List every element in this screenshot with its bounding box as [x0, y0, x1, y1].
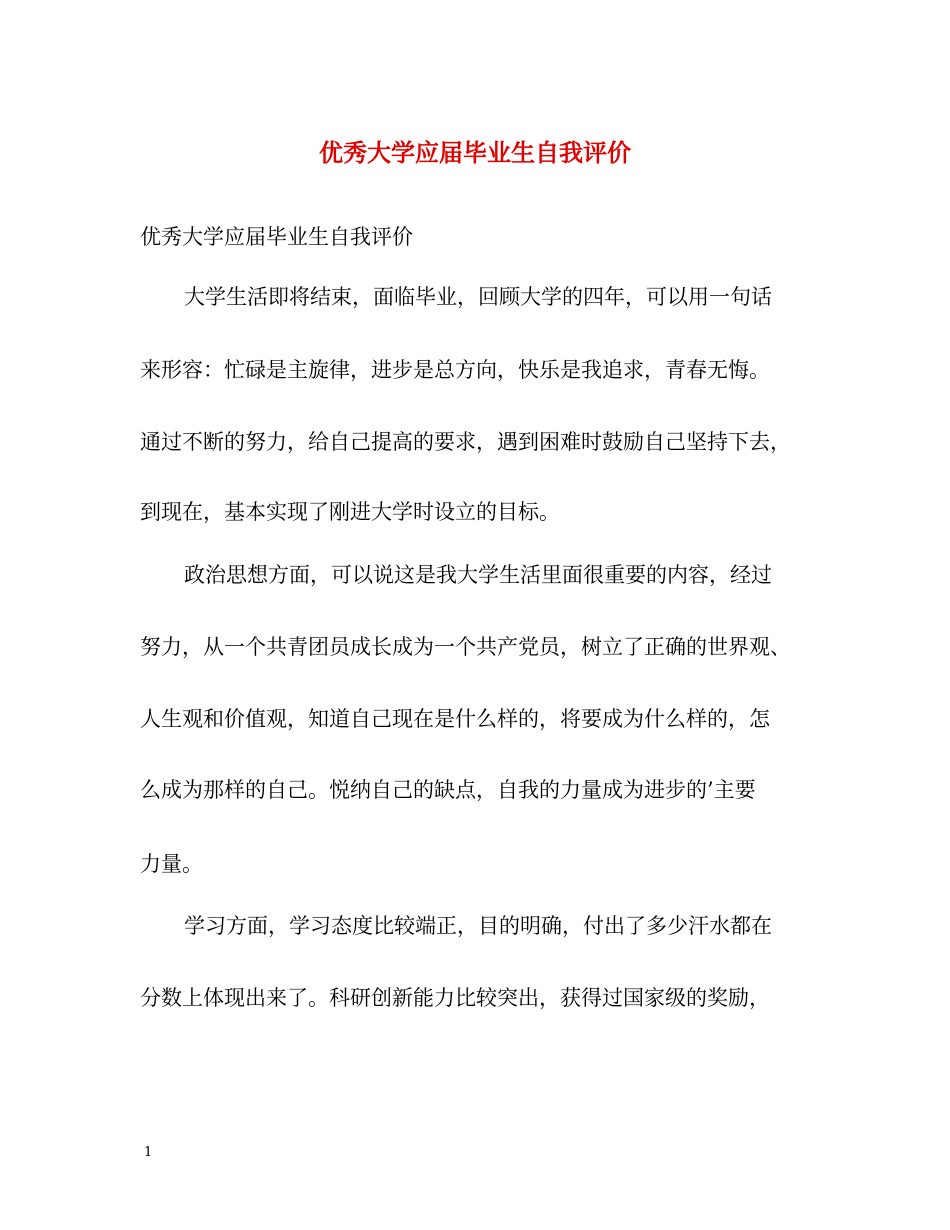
paragraph-line: 到现在，基本实现了刚进大学时设立的目标。 — [140, 500, 560, 524]
page-number: 1 — [144, 1145, 153, 1160]
paragraph-line: 分数上体现出来了。科研创新能力比较突出，获得过国家级的奖励， — [140, 986, 770, 1010]
paragraph-line: 学习方面，学习态度比较端正，目的明确，付出了多少汗水都在 — [184, 914, 772, 938]
paragraph-line: 力量。 — [140, 852, 203, 876]
paragraph-line: 通过不断的努力，给自己提高的要求，遇到困难时鼓励自己坚持下去， — [140, 430, 791, 454]
document-subtitle: 优秀大学应届毕业生自我评价 — [140, 225, 413, 249]
paragraph-line: 么成为那样的自己。悦纳自己的缺点，自我的力量成为进步的’主要 — [140, 778, 756, 802]
paragraph-line: 努力，从一个共青团员成长成为一个共产党员，树立了正确的世界观、 — [140, 635, 791, 659]
paragraph-line: 大学生活即将结束，面临毕业，回顾大学的四年，可以用一句话 — [184, 285, 772, 309]
paragraph-line: 人生观和价值观，知道自己现在是什么样的，将要成为什么样的，怎 — [140, 707, 770, 731]
paragraph-line: 政治思想方面，可以说这是我大学生活里面很重要的内容，经过 — [184, 563, 772, 587]
paragraph-line: 来形容：忙碌是主旋律，进步是总方向，快乐是我追求，青春无悔。 — [140, 358, 770, 382]
page-title: 优秀大学应届毕业生自我评价 — [319, 138, 631, 167]
